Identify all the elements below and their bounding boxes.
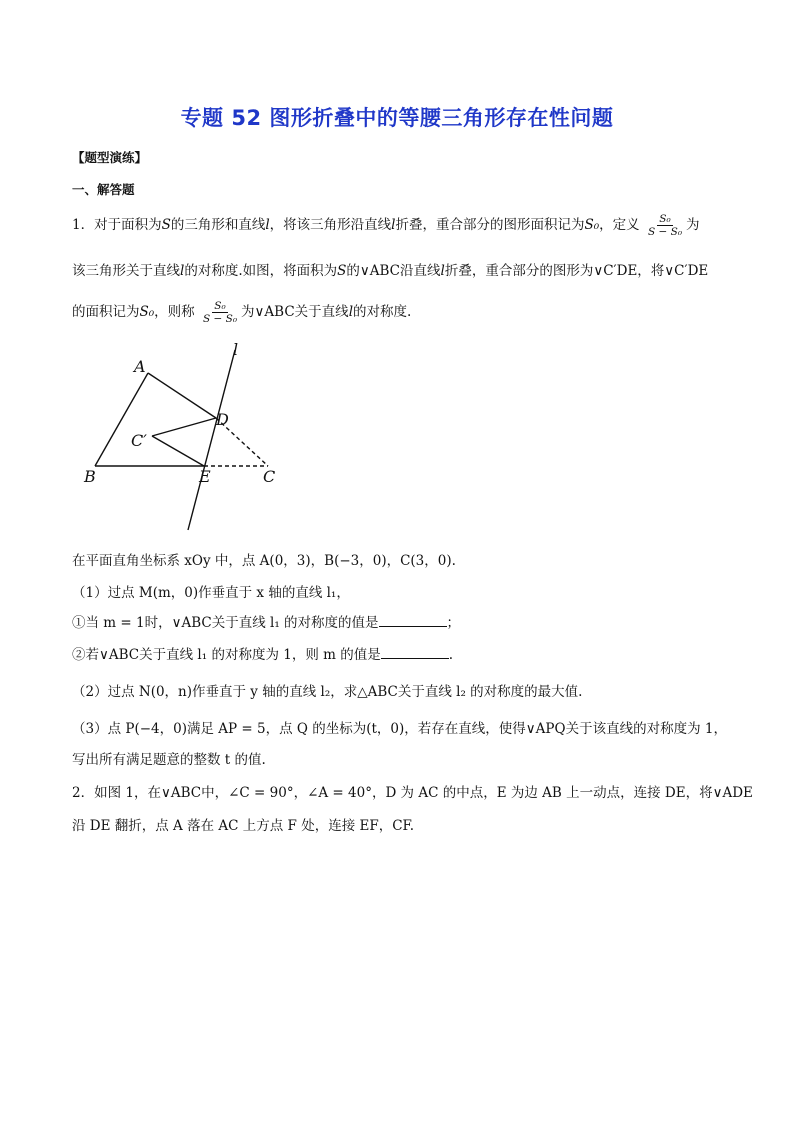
answer-blank-1[interactable] [379,614,447,627]
label-E: E [199,467,211,486]
q1-part2: （2）过点 N(0，n)作垂直于 y 轴的直线 l₂，求△ABC关于直线 l₂ 的对称度的最大值. [72,684,583,700]
q1-part3: （3）点 P(−4，0)满足 AP = 5，点 Q 的坐标为(t，0)，若存在直线，使得∨APQ关于该直线的对称度为 1， [72,721,727,737]
segment-AB [95,373,148,466]
coord-line: 在平面直角坐标系 xOy 中，点 A(0，3)，B(−3，0)，C(3，0). [72,553,456,569]
label-Cprime: C′ [131,431,147,450]
q2-line-2: 沿 DE 翻折，点 A 落在 AC 上方点 F 处，连接 EF，CF. [72,818,415,834]
q1-part1: （1）过点 M(m，0)作垂直于 x 轴的直线 l₁， [72,585,350,601]
segment-CpD [152,418,216,436]
q1-line-2: 该三角形关于直线l的对称度.如图，将面积为S的∨ABC沿直线l折叠，重合部分的图形为∨C′DE，将∨C′DE [72,263,709,279]
q1-part3-cont: 写出所有满足题意的整数 t 的值. [72,752,266,768]
line-l [188,350,235,530]
fold-triangle-figure [80,340,300,535]
q1-line-3: 的面积记为S₀，则称 $\frac{\text{S₀}}{\text{S − S₀}}$ 为∨ABC关于直线l的对称度. [72,300,412,325]
q1-part1a: ①当 m = 1时，∨ABC关于直线 l₁ 的对称度的值是 ； [72,615,461,631]
symmetry-fraction: $\frac{\text{S₀}}{\text{S − S₀}}$ [647,213,683,238]
label-l: l [233,340,239,359]
segment-AD [148,373,216,418]
symmetry-fraction-2: $\frac{\text{S₀}}{\text{S − S₀}}$ [202,300,238,325]
section-tag: 【题型演练】 [72,150,148,165]
answer-blank-2[interactable] [381,646,449,659]
label-C: C [263,467,276,486]
q1-part1b: ②若∨ABC关于直线 l₁ 的对称度为 1，则 m 的值是 . [72,647,454,663]
label-A: A [134,357,146,376]
label-D: D [216,410,229,429]
q2-line-1: 2．如图 1，在∨ABC中，∠C = 90°，∠A = 40°，D 为 AC 的中点，E 为边 AB 上一动点，连接 DE，将∨ADE [72,785,753,801]
label-B: B [84,467,96,486]
q1-line-1: 1．对于面积为S的三角形和直线l，将该三角形沿直线l折叠，重合部分的图形面积记为S₀，定义 $\frac{\text{S₀}}{\text{S − S₀}}$ 为 [72,213,700,238]
section-heading: 一、解答题 [72,182,135,197]
page-title: 专题 52 图形折叠中的等腰三角形存在性问题 [180,106,614,130]
segment-CpE [152,436,204,466]
